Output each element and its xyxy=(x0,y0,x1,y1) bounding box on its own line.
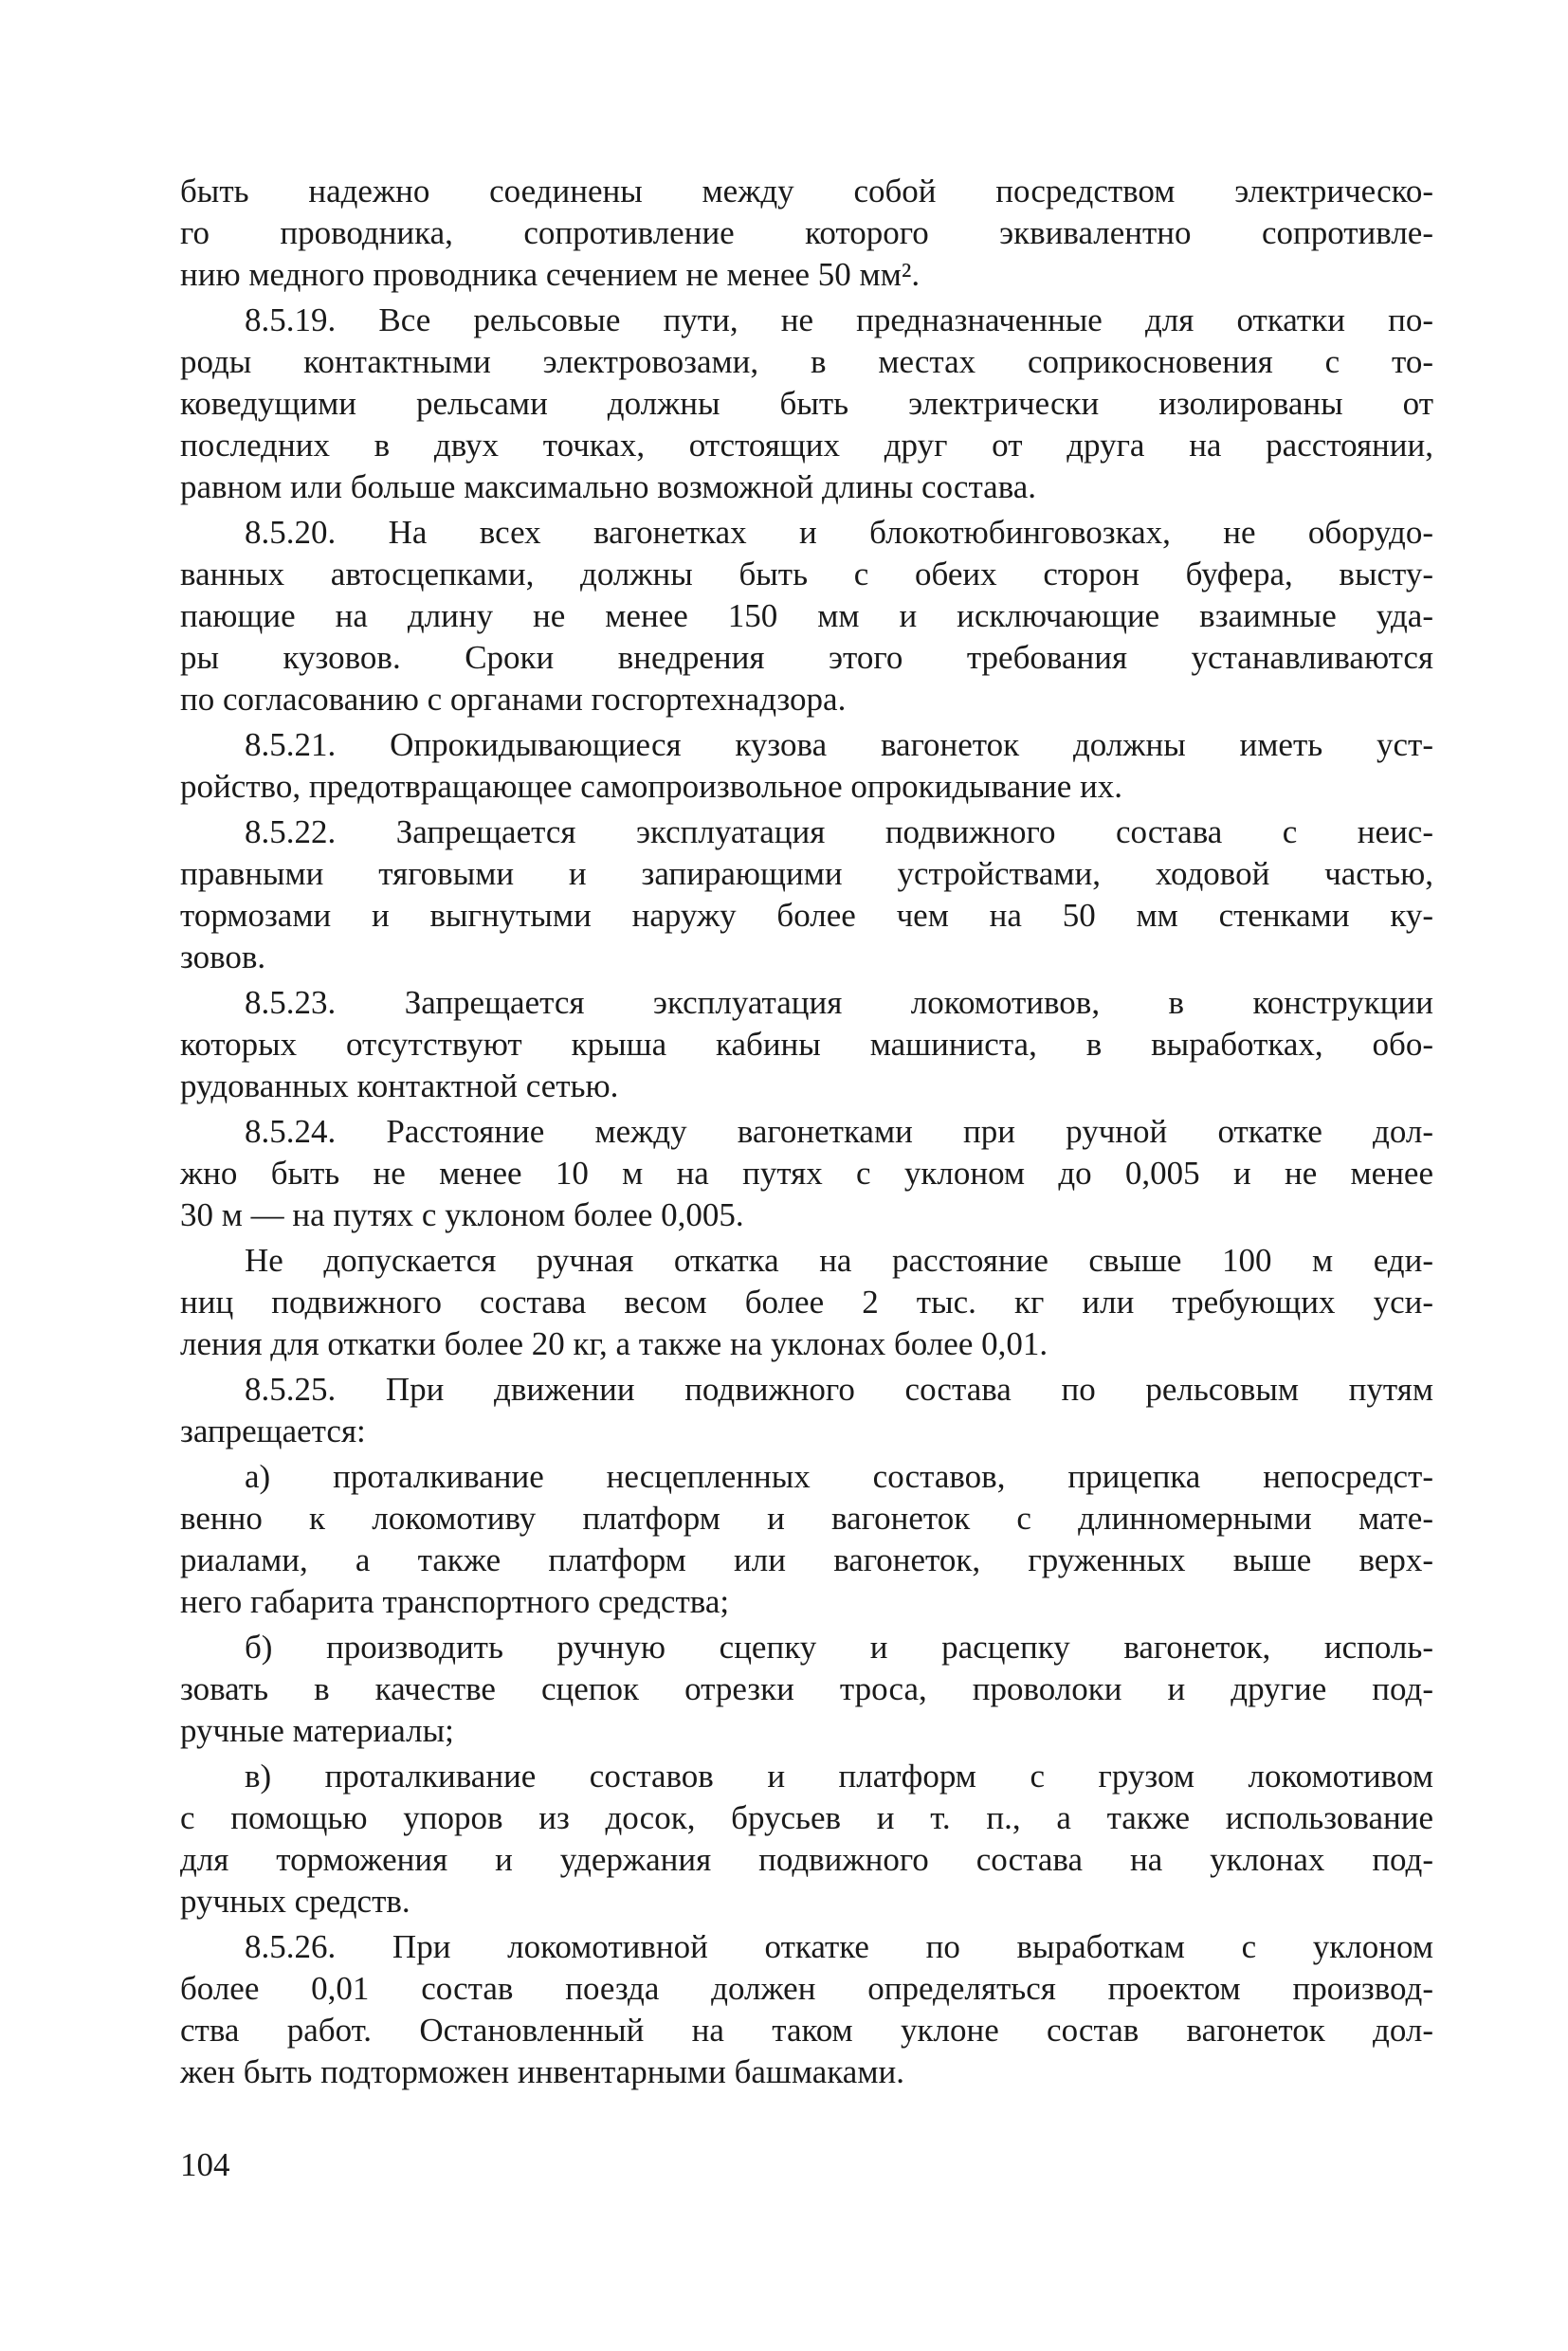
text-line: 8.5.23. Запрещается эксплуатация локомотивов, в конструкции xyxy=(245,984,1433,1021)
text-line: венно к локомотиву платформ и вагонеток с длинномерными мате- xyxy=(180,1500,1433,1537)
text-line: го проводника, сопротивление которого эквивалентно сопротивле- xyxy=(180,214,1433,251)
paragraph xyxy=(180,300,1433,508)
paragraph xyxy=(180,1240,1433,1365)
text-line: ления для откатки более 20 кг, а также на уклонах более 0,01. xyxy=(180,1325,1048,1362)
text-line: Не допускается ручная откатка на расстояние свыше 100 м еди- xyxy=(245,1242,1433,1279)
paragraph xyxy=(180,724,1433,808)
text-line: тормозами и выгнутыми наружу более чем на 50 мм стенками ку- xyxy=(180,897,1433,934)
text-line: ниц подвижного состава весом более 2 тыс. кг или требующих уси- xyxy=(180,1284,1433,1321)
text-line: ства работ. Остановленный на таком уклоне состав вагонеток дол- xyxy=(180,2012,1433,2049)
text-line: 8.5.24. Расстояние между вагонетками при ручной откатке дол- xyxy=(245,1113,1433,1150)
text-line: для торможения и удержания подвижного состава на уклонах под- xyxy=(180,1841,1433,1878)
text-line: ванных автосцепками, должны быть с обеих сторон буфера, высту- xyxy=(180,556,1433,592)
text-line: 8.5.21. Опрокидывающиеся кузова вагонеток должны иметь уст- xyxy=(245,726,1433,763)
text-line: рудованных контактной сетью. xyxy=(180,1067,619,1104)
page-number: 104 xyxy=(180,2146,230,2183)
paragraph xyxy=(180,512,1433,720)
text-line: 30 м — на путях с уклоном более 0,005. xyxy=(180,1196,744,1233)
text-line: ручные материалы; xyxy=(180,1712,454,1749)
text-line: зовать в качестве сцепок отрезки троса, проволоки и другие под- xyxy=(180,1670,1433,1707)
document-body xyxy=(180,171,1433,2097)
text-line: ры кузовов. Сроки внедрения этого требования устанавливаются xyxy=(180,639,1433,676)
text-line: зовов. xyxy=(180,939,266,975)
text-line: 8.5.26. При локомотивной откатке по выработкам с уклоном xyxy=(245,1928,1433,1965)
text-line: коведущими рельсами должны быть электрически изолированы от xyxy=(180,385,1433,422)
text-line: 8.5.25. При движении подвижного состава по рельсовым путям xyxy=(245,1371,1433,1408)
paragraph xyxy=(180,1369,1433,1452)
text-line: в) проталкивание составов и платформ с грузом локомотивом xyxy=(245,1758,1433,1795)
text-line: 8.5.22. Запрещается эксплуатация подвижного состава с неис- xyxy=(245,813,1433,850)
paragraph xyxy=(180,1926,1433,2093)
text-line: б) производить ручную сцепку и расцепку вагонеток, исполь- xyxy=(245,1629,1433,1666)
text-line: него габарита транспортного средства; xyxy=(180,1583,730,1620)
text-line: жно быть не менее 10 м на путях с уклоном до 0,005 и не менее xyxy=(180,1155,1433,1192)
text-line: ручных средств. xyxy=(180,1883,410,1920)
paragraph xyxy=(180,982,1433,1107)
paragraph xyxy=(180,811,1433,978)
text-line: запрещается: xyxy=(180,1412,366,1449)
text-line: пающие на длину не менее 150 мм и исключающие взаимные уда- xyxy=(180,597,1433,634)
paragraph xyxy=(180,1627,1433,1752)
paragraph xyxy=(180,171,1433,296)
text-line: а) проталкивание несцепленных составов, прицепка непосредст- xyxy=(245,1458,1433,1495)
paragraph xyxy=(180,1456,1433,1623)
text-line: которых отсутствуют крыша кабины машиниста, в выработках, обо- xyxy=(180,1026,1433,1063)
text-line: по согласованию с органами госгортехнадзора. xyxy=(180,681,847,718)
text-line: роды контактными электровозами, в местах соприкосновения с то- xyxy=(180,343,1433,380)
text-line: 8.5.19. Все рельсовые пути, не предназначенные для откатки по- xyxy=(245,301,1433,338)
text-line: равном или больше максимально возможной длины состава. xyxy=(180,468,1037,505)
text-line: риалами, а также платформ или вагонеток, груженных выше верх- xyxy=(180,1541,1433,1578)
text-line: с помощью упоров из досок, брусьев и т. п., а также использование xyxy=(180,1799,1433,1836)
text-line: ройство, предотвращающее самопроизвольное опрокидывание их. xyxy=(180,768,1122,805)
text-line: 8.5.20. На всех вагонетках и блокотюбинговозках, не оборудо- xyxy=(245,514,1433,551)
paragraph xyxy=(180,1111,1433,1236)
paragraph xyxy=(180,1756,1433,1923)
text-line: правными тяговыми и запирающими устройствами, ходовой частью, xyxy=(180,855,1433,892)
text-line: последних в двух точках, отстоящих друг от друга на расстоянии, xyxy=(180,427,1433,464)
text-line: жен быть подторможен инвентарными башмаками. xyxy=(180,2053,904,2090)
text-line: нию медного проводника сечением не менее 50 мм². xyxy=(180,256,921,293)
text-line: быть надежно соединены между собой посредством электрическо- xyxy=(180,173,1433,210)
text-line: более 0,01 состав поезда должен определяться проектом производ- xyxy=(180,1970,1433,2007)
